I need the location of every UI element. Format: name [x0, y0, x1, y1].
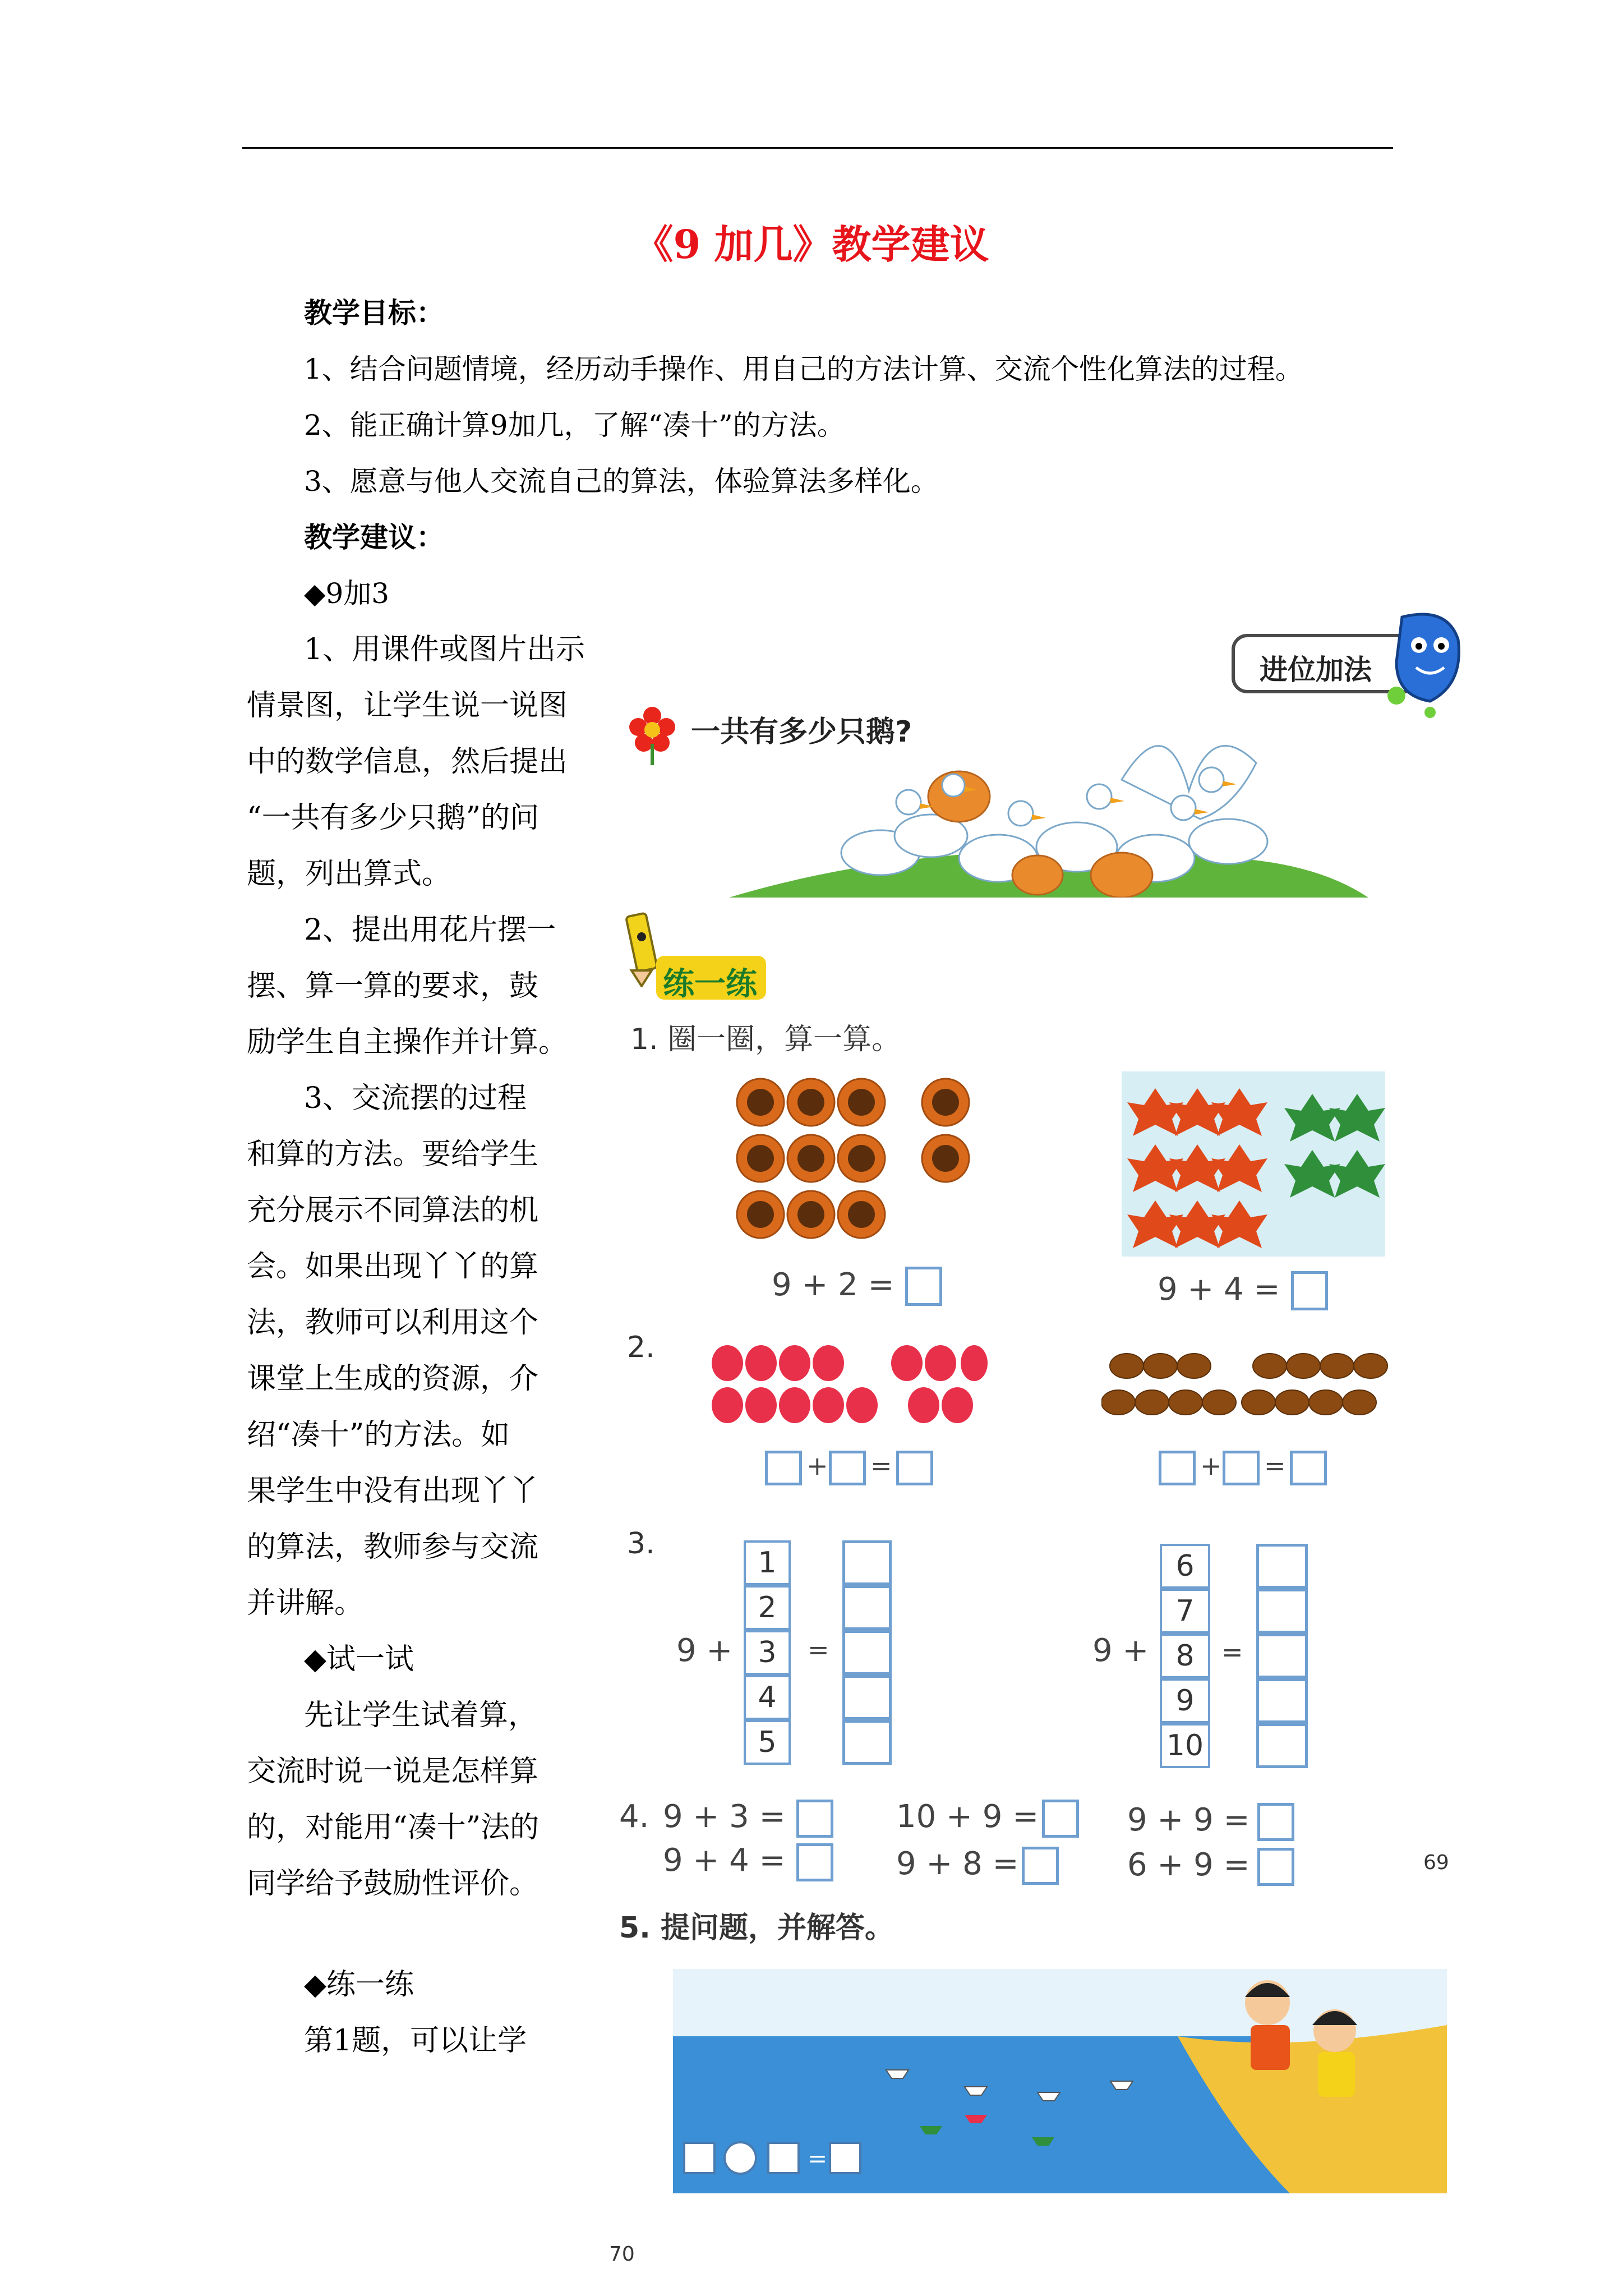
- practice-line: 第1题，可以让学: [304, 2024, 527, 2058]
- practice-banner-label: 练一练: [663, 966, 757, 1002]
- q4-label: 4.: [619, 1798, 649, 1835]
- left-line: 会。如果出现丫丫的算: [247, 1250, 539, 1283]
- textbook-question: 一共有多少只鹅?: [691, 715, 912, 749]
- river-scene: [673, 1969, 1447, 2193]
- try-line: 同学给予鼓励性评价。: [247, 1867, 539, 1901]
- q3-left-cell: 3: [744, 1630, 791, 1675]
- q2-box-b3[interactable]: [1290, 1451, 1327, 1485]
- q3-right-answer-box[interactable]: [1256, 1589, 1308, 1634]
- q3-left-cell: 5: [744, 1720, 791, 1765]
- suggestions-heading: 教学建议：: [304, 521, 444, 554]
- q4-eq: 9 + 4 =: [663, 1842, 786, 1879]
- objective-3: 3、愿意与他人交流自己的算法，体验算法多样化。: [304, 465, 939, 498]
- q2-box-a2[interactable]: [829, 1451, 866, 1485]
- svg-text:=: =: [808, 2145, 828, 2172]
- q3-left-equals: =: [808, 1635, 829, 1665]
- pinecone-group: [1101, 1346, 1393, 1427]
- q4-eq: 9 + 9 =: [1127, 1802, 1250, 1838]
- q3-left-answer-box[interactable]: [842, 1585, 892, 1630]
- left-line: 3、交流摆的过程: [304, 1082, 527, 1115]
- q3-right-stack: [1160, 1544, 1210, 1768]
- objective-2: 2、能正确计算9加几，了解“凑十”的方法。: [304, 409, 845, 441]
- q2-equals-b: =: [1264, 1451, 1286, 1481]
- q3-right-answer-box[interactable]: [1256, 1723, 1308, 1768]
- q4-eq: 9 + 8 =: [896, 1846, 1019, 1882]
- left-line: 和算的方法。要给学生: [247, 1138, 539, 1171]
- q3-left-answer-box[interactable]: [842, 1720, 892, 1765]
- q3-left-cell: 4: [744, 1675, 791, 1720]
- left-line: 情景图，让学生说一说图: [247, 689, 568, 723]
- q2-label: 2.: [627, 1331, 655, 1364]
- q3-left-prefix: 9 +: [676, 1632, 733, 1669]
- sunflower-grid: [727, 1077, 996, 1248]
- badge-label: 进位加法: [1260, 654, 1372, 686]
- page-number-69: 69: [1423, 1851, 1449, 1874]
- left-line: 充分展示不同算法的机: [247, 1194, 539, 1227]
- q4-answer-box[interactable]: [1042, 1800, 1079, 1838]
- q3-right-cell: 9: [1160, 1678, 1210, 1723]
- page-number-70: 70: [609, 2243, 635, 2266]
- left-line: “一共有多少只鹅”的问: [247, 801, 540, 835]
- q3-left-cell: 1: [744, 1540, 791, 1585]
- page-title: 《9 加几》教学建议: [634, 221, 989, 268]
- objective-1: 1、结合问题情境，经历动手操作、用自己的方法计算、交流个性化算法的过程。: [304, 353, 1303, 385]
- q1-eq-a: 9 + 2 =: [772, 1267, 895, 1303]
- left-line: 的算法，教师参与交流: [247, 1530, 539, 1564]
- q2-box-b1[interactable]: [1159, 1451, 1196, 1485]
- left-line: 励学生自主操作并计算。: [247, 1025, 568, 1059]
- left-line: 摆、算一算的要求，鼓: [247, 969, 539, 1003]
- q3-left-answer-box[interactable]: [842, 1540, 892, 1585]
- q3-right-answer-box[interactable]: [1256, 1544, 1308, 1589]
- q2-equals-a: =: [870, 1451, 892, 1481]
- q4-answer-box[interactable]: [1022, 1847, 1059, 1885]
- q5-label: 5. 提问题，并解答。: [619, 1911, 895, 1945]
- q4-answer-box[interactable]: [796, 1843, 833, 1881]
- left-line: 2、提出用花片摆一: [304, 913, 556, 947]
- left-line: 中的数学信息，然后提出: [247, 745, 568, 779]
- q3-right-equals: =: [1221, 1637, 1243, 1667]
- objectives-heading: 教学目标：: [304, 296, 444, 329]
- try-line: 先让学生试着算，: [304, 1699, 538, 1732]
- q3-left-answer-box[interactable]: [842, 1630, 892, 1675]
- q3-left-answers: [842, 1540, 892, 1765]
- q3-right-cell: 7: [1160, 1589, 1210, 1634]
- q4-eq: 6 + 9 =: [1127, 1847, 1250, 1883]
- section-9plus3: ◆9加3: [304, 577, 390, 610]
- q2-plus-b: +: [1200, 1451, 1222, 1481]
- left-line: 法，教师可以利用这个: [247, 1306, 539, 1340]
- try-line: 的，对能用“凑十”法的: [247, 1811, 540, 1844]
- q2-box-a3[interactable]: [896, 1451, 933, 1485]
- q2-box-a1[interactable]: [765, 1451, 802, 1485]
- q3-left-answer-box[interactable]: [842, 1675, 892, 1720]
- section-try: ◆试一试: [304, 1642, 414, 1676]
- q3-label: 3.: [627, 1527, 655, 1561]
- q4-eq: 10 + 9 =: [896, 1798, 1039, 1835]
- left-line: 题，列出算式。: [247, 857, 451, 891]
- q3-right-cell: 6: [1160, 1544, 1210, 1589]
- flower-icon: [627, 705, 677, 769]
- left-line: 课堂上生成的资源，介: [247, 1362, 539, 1396]
- q4-answer-box[interactable]: [1257, 1803, 1294, 1841]
- left-line: 1、用课件或图片出示: [304, 633, 585, 666]
- header-rule: [242, 147, 1393, 149]
- q3-left-cell: 2: [744, 1585, 791, 1630]
- leaves-panel: [1122, 1071, 1385, 1257]
- q1-eq-b: 9 + 4 =: [1158, 1271, 1280, 1308]
- q1-answer-box-a[interactable]: [905, 1267, 942, 1306]
- q3-right-answer-box[interactable]: [1256, 1678, 1308, 1723]
- strawberry-group: [708, 1341, 988, 1433]
- q3-left-stack: [744, 1540, 791, 1765]
- q2-plus-a: +: [806, 1451, 828, 1481]
- section-practice: ◆练一练: [304, 1968, 414, 2001]
- left-line: 绍“凑十”的方法。如: [247, 1418, 510, 1452]
- try-line: 交流时说一说是怎样算: [247, 1755, 539, 1788]
- q3-right-prefix: 9 +: [1092, 1632, 1149, 1669]
- q3-right-cell: 8: [1160, 1634, 1210, 1678]
- q4-answer-box[interactable]: [1257, 1848, 1294, 1886]
- q3-right-answers: [1256, 1544, 1308, 1768]
- q1-label: 1. 圈一圈，算一算。: [630, 1023, 901, 1056]
- q3-right-cell: 10: [1160, 1723, 1210, 1768]
- q4-answer-box[interactable]: [796, 1800, 833, 1838]
- mascot-icon: [1385, 606, 1469, 720]
- q3-right-answer-box[interactable]: [1256, 1634, 1308, 1678]
- left-line: 并讲解。: [247, 1586, 364, 1620]
- left-line: 果学生中没有出现丫丫: [247, 1474, 539, 1508]
- q2-box-b2[interactable]: [1223, 1451, 1260, 1485]
- q1-answer-box-b[interactable]: [1291, 1271, 1328, 1310]
- q4-eq: 9 + 3 =: [663, 1798, 786, 1835]
- practice-banner: [656, 956, 766, 1000]
